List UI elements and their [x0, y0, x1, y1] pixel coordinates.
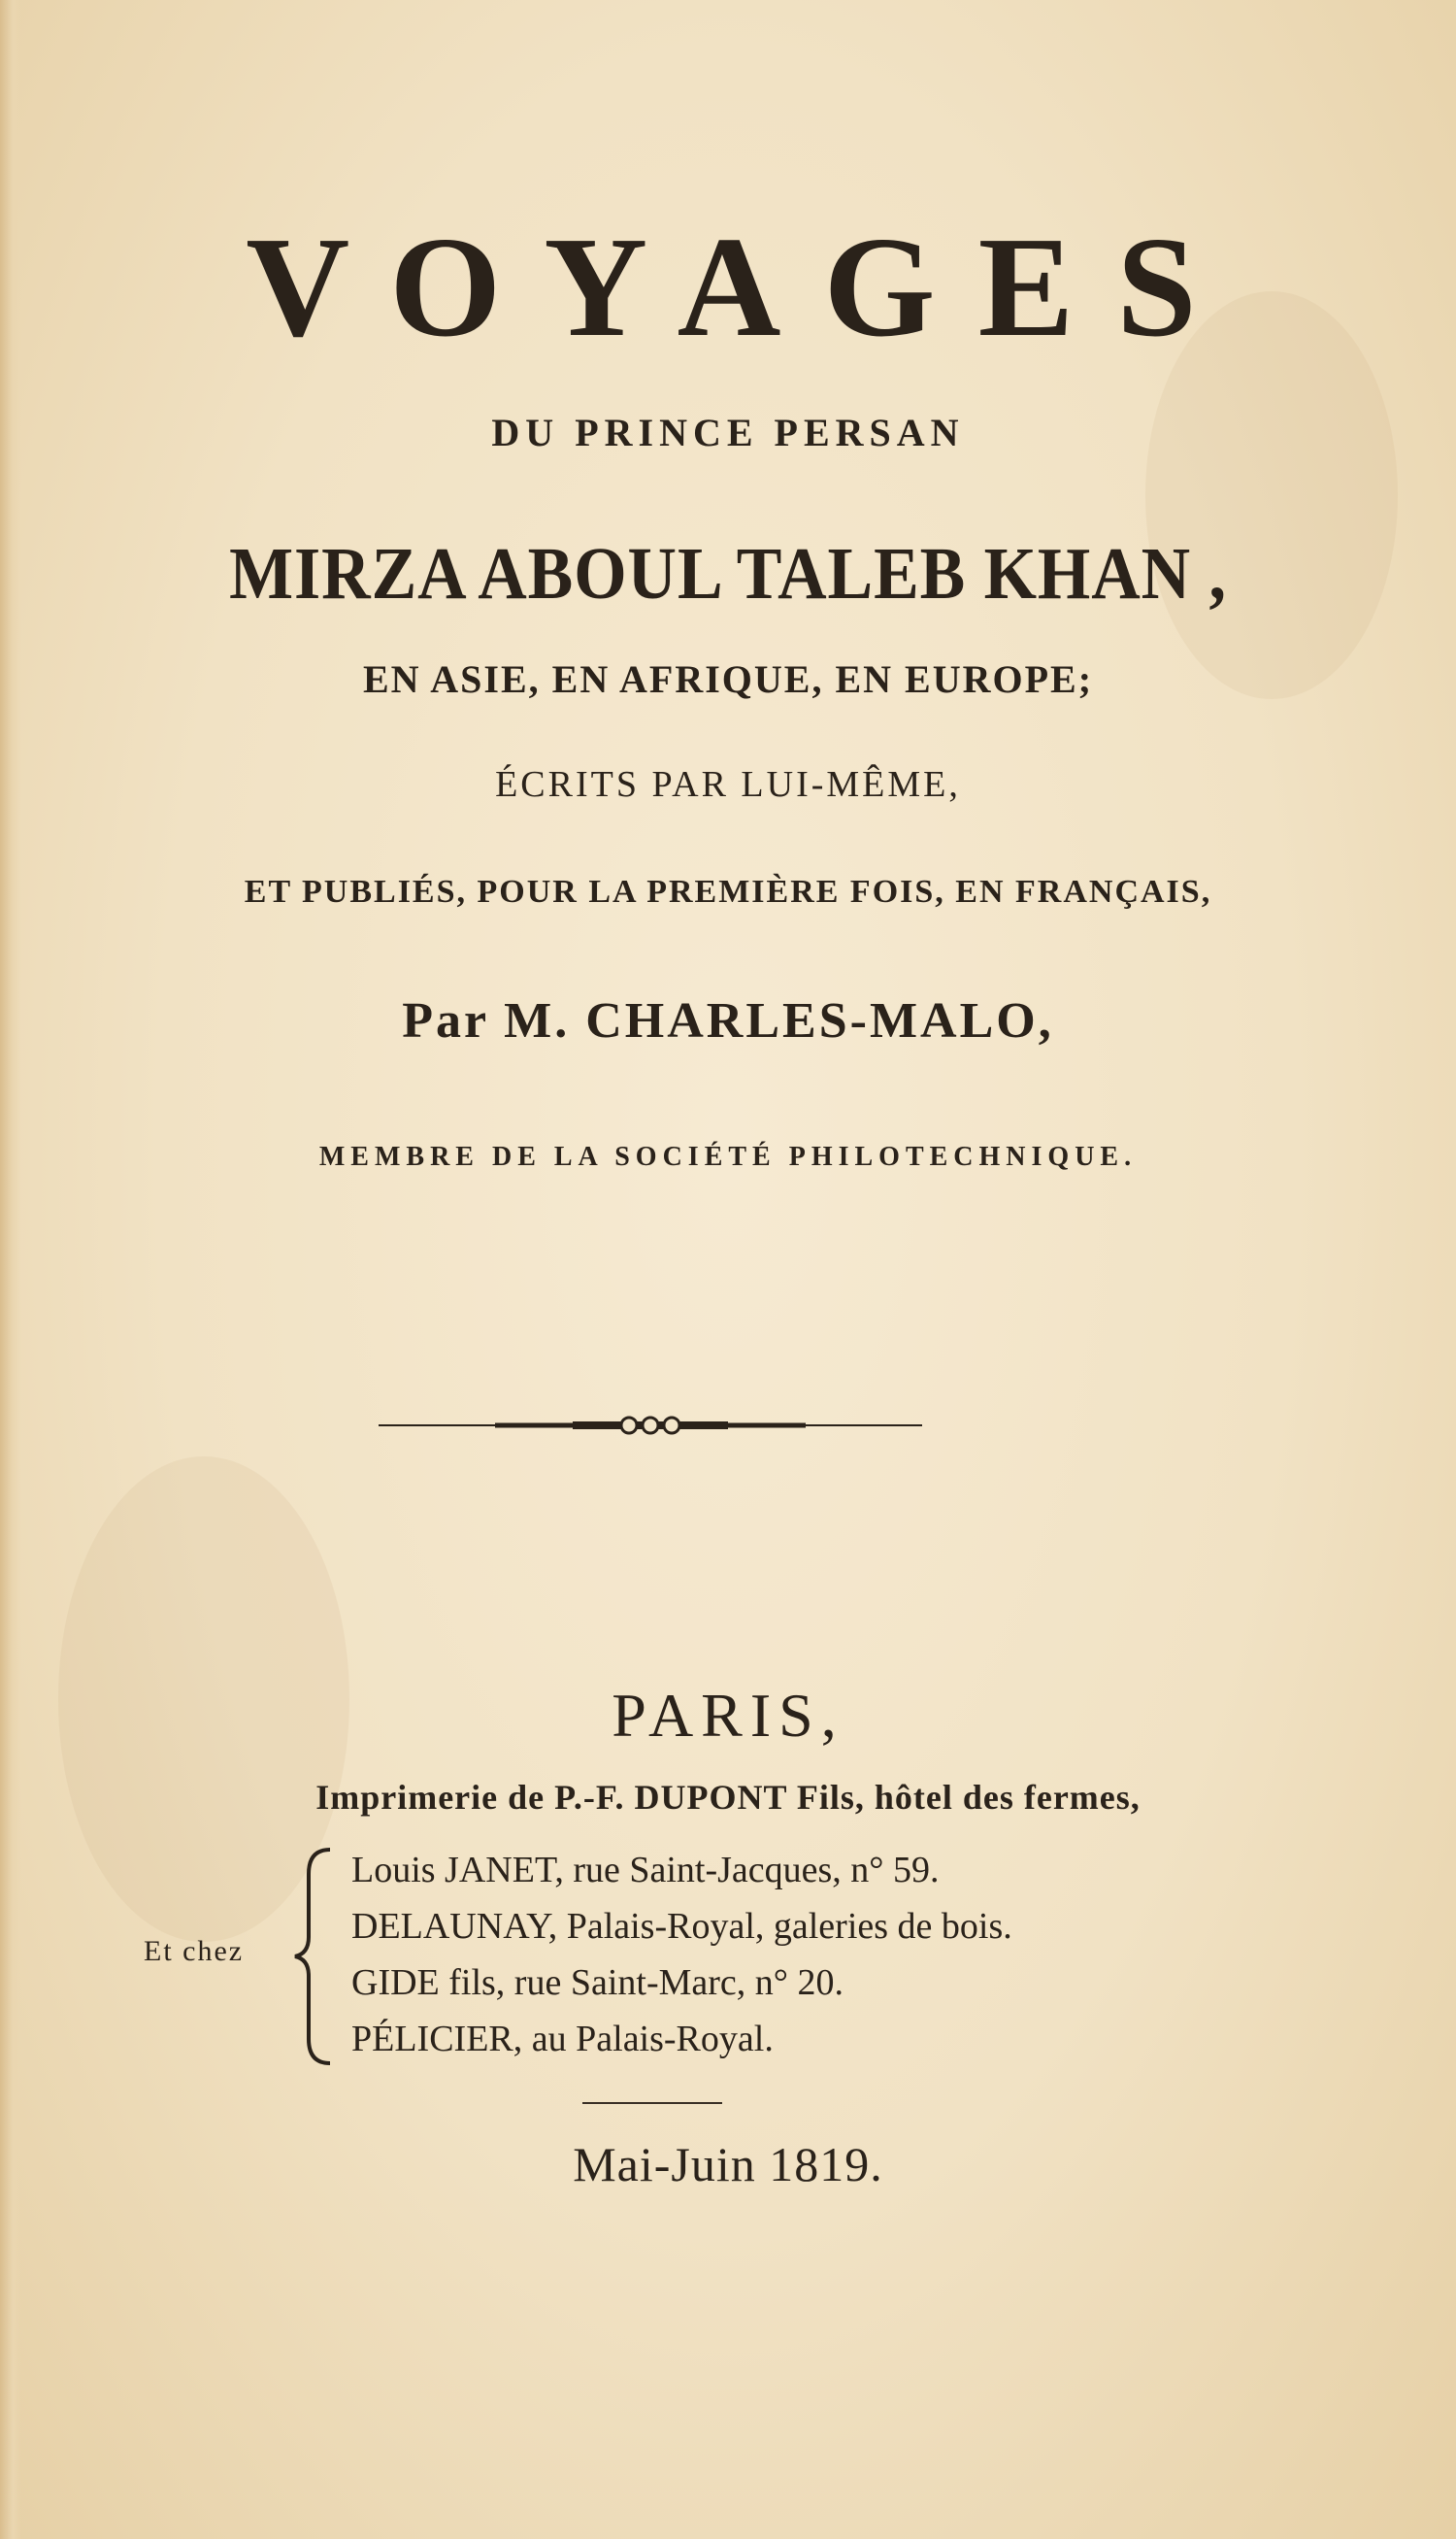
book-subtitle: DU PRINCE PERSAN	[491, 411, 965, 454]
decorative-rule-icon	[379, 1413, 922, 1438]
divider	[582, 2102, 722, 2104]
published-line: ET PUBLIÉS, POUR LA PREMIÈRE FOIS, EN FRANÇAIS,	[244, 874, 1212, 910]
seller-item: DELAUNAY, Palais-Royal, galeries de bois.	[351, 1906, 1012, 1947]
author-name: MIRZA ABOUL TALEB KHAN ,	[229, 533, 1227, 615]
book-title: VOYAGES	[246, 208, 1240, 367]
written-by-line: ÉCRITS PAR LUI-MÊME,	[495, 764, 961, 805]
sellers-list	[351, 1842, 1012, 2067]
imprint-city: PARIS,	[612, 1681, 844, 1750]
seller-item: GIDE fils, rue Saint-Marc, n° 20.	[351, 1962, 844, 2003]
membership-line: MEMBRE DE LA SOCIÉTÉ PHILOTECHNIQUE.	[318, 1142, 1138, 1172]
publication-date: Mai-Juin 1819.	[573, 2137, 883, 2191]
curly-brace-icon	[291, 1845, 340, 2068]
and-at-label: Et chez	[144, 1935, 245, 1967]
travel-places: EN ASIE, EN AFRIQUE, EN EUROPE;	[362, 657, 1094, 701]
seller-item: Louis JANET, rue Saint-Jacques, n° 59.	[351, 1850, 940, 1890]
printer-line: Imprimerie de P.-F. DUPONT Fils, hôtel des fermes,	[315, 1778, 1141, 1817]
seller-item: PÉLICIER, au Palais-Royal.	[351, 2019, 774, 2059]
editor-line: Par M. CHARLES-MALO,	[402, 993, 1054, 1049]
